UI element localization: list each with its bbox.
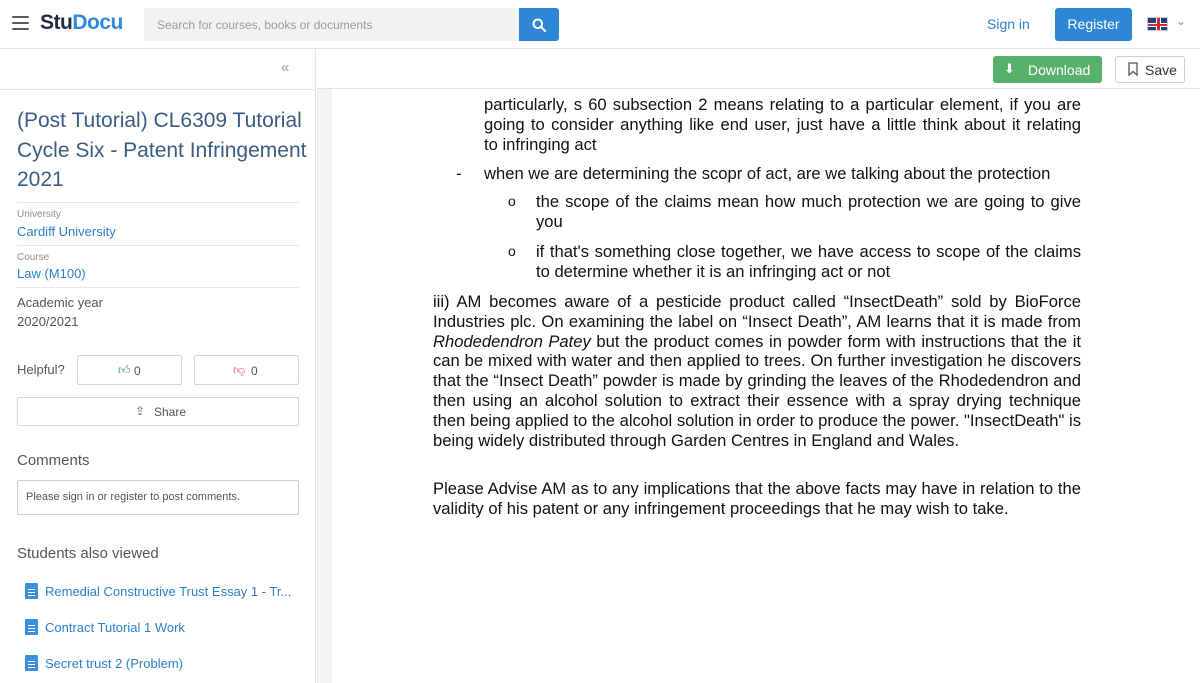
document-icon bbox=[25, 655, 38, 671]
document-title: (Post Tutorial) CL6309 Tutorial Cycle Six - Patent Infringement 2021 bbox=[17, 109, 307, 191]
question-paragraph bbox=[433, 292, 1081, 450]
bullet-text: when we are determining the scopr of act, are we talking about the protection bbox=[484, 164, 1051, 183]
downvote-count: 0 bbox=[251, 364, 258, 378]
italic-species-name: Rhodedendron Patey bbox=[433, 331, 591, 351]
document-icon bbox=[25, 619, 38, 635]
save-button[interactable] bbox=[1115, 56, 1185, 83]
search-input[interactable] bbox=[144, 8, 520, 41]
share-label: Share bbox=[154, 405, 187, 419]
search-button[interactable] bbox=[519, 8, 559, 41]
menu-icon[interactable] bbox=[12, 16, 29, 30]
related-document-title: Secret trust 2 (Problem) bbox=[45, 656, 183, 671]
academic-year-label: Academic year bbox=[17, 295, 103, 310]
students-also-viewed-heading: Students also viewed bbox=[17, 545, 159, 562]
collapse-sidebar-icon[interactable]: « bbox=[281, 59, 290, 76]
document-icon bbox=[25, 583, 38, 599]
chevron-down-icon[interactable]: ⌄ bbox=[1176, 14, 1187, 28]
search-icon bbox=[532, 18, 546, 32]
sub-bullet-text: the scope of the claims mean how much protection we are going to give you bbox=[536, 192, 1081, 231]
circle-bullet-icon: o bbox=[508, 243, 516, 259]
related-document-title: Contract Tutorial 1 Work bbox=[45, 620, 185, 635]
advise-paragraph: Please Advise AM as to any implications that the above facts may have in relation to the validity of his patent or any infringement proceedings that he may wish to take. bbox=[433, 479, 1081, 518]
studocu-logo[interactable] bbox=[40, 11, 123, 35]
sign-in-link[interactable]: Sign in bbox=[987, 16, 1030, 32]
download-label: Download bbox=[1028, 62, 1091, 78]
comment-placeholder: Please sign in or register to post comments. bbox=[26, 491, 240, 503]
document-text-line: to infringing act bbox=[484, 135, 597, 154]
uk-flag-icon[interactable] bbox=[1147, 17, 1168, 31]
search-placeholder: Search for courses, books or documents bbox=[157, 18, 373, 32]
sidebar-divider bbox=[0, 89, 316, 90]
helpful-label: Helpful? bbox=[17, 362, 65, 377]
share-button[interactable] bbox=[17, 397, 299, 426]
thumbs-up-icon: 👍︎ bbox=[118, 363, 131, 377]
course-label: Course bbox=[17, 252, 50, 263]
document-viewer bbox=[317, 49, 1200, 683]
document-toolbar bbox=[317, 49, 1200, 89]
register-button[interactable]: Register bbox=[1055, 8, 1132, 41]
university-label: University bbox=[17, 209, 61, 220]
document-sidebar bbox=[0, 49, 316, 683]
downvote-button[interactable] bbox=[194, 355, 299, 385]
circle-bullet-icon: o bbox=[508, 193, 516, 209]
upvote-button[interactable] bbox=[77, 355, 182, 385]
comments-heading: Comments bbox=[17, 452, 90, 469]
bookmark-icon bbox=[1128, 62, 1138, 76]
related-document-title: Remedial Constructive Trust Essay 1 - Tr... bbox=[45, 584, 292, 599]
comment-input[interactable] bbox=[17, 480, 299, 515]
upvote-count: 0 bbox=[134, 364, 141, 378]
document-text-line: going to consider anything like end user, just have a little think about it relating bbox=[484, 115, 1081, 134]
share-icon: ⇪ bbox=[135, 404, 146, 418]
logo-stu: Stu bbox=[40, 11, 73, 34]
divider bbox=[17, 245, 299, 246]
academic-year-value: 2020/2021 bbox=[17, 314, 79, 329]
thumbs-down-icon: 👎︎ bbox=[233, 363, 246, 377]
top-navigation-bar bbox=[0, 0, 1200, 49]
sub-bullet-text: if that's something close together, we have access to scope of the claims to determine whether it is an infringing act or not bbox=[536, 242, 1081, 281]
logo-docu: Docu bbox=[72, 11, 123, 34]
save-label: Save bbox=[1145, 62, 1177, 78]
dash-bullet: - bbox=[456, 164, 462, 183]
download-button[interactable] bbox=[993, 56, 1102, 83]
paragraph-text: iii) AM becomes aware of a pesticide product called “InsectDeath” sold by BioForce Industries plc. On examining the label on “Insect Death”, AM learns that it is made from bbox=[433, 292, 1081, 331]
paragraph-text: but the product comes in powder form with instructions that the it can be mixed with water and then applied to trees. On further investigation he discovers that the “Insect Death” powder is made by grinding the leaves of the Rhodedendron and then using an alcohol solution to extract their essence with a spray drying technique then being applied to the alcohol solution in order to produce the power. "InsectDeath" is being widely distributed through Garden Centres in England and Wales. bbox=[433, 331, 1082, 450]
document-text-line: particularly, s 60 subsection 2 means relating to a particular element, if you are bbox=[484, 95, 1081, 114]
divider bbox=[17, 287, 299, 288]
cloud-download-icon: ⬇ bbox=[1004, 61, 1015, 76]
course-link[interactable]: Law (M100) bbox=[17, 266, 86, 281]
university-link[interactable]: Cardiff University bbox=[17, 224, 116, 239]
document-page bbox=[332, 89, 1200, 683]
divider bbox=[17, 202, 299, 203]
